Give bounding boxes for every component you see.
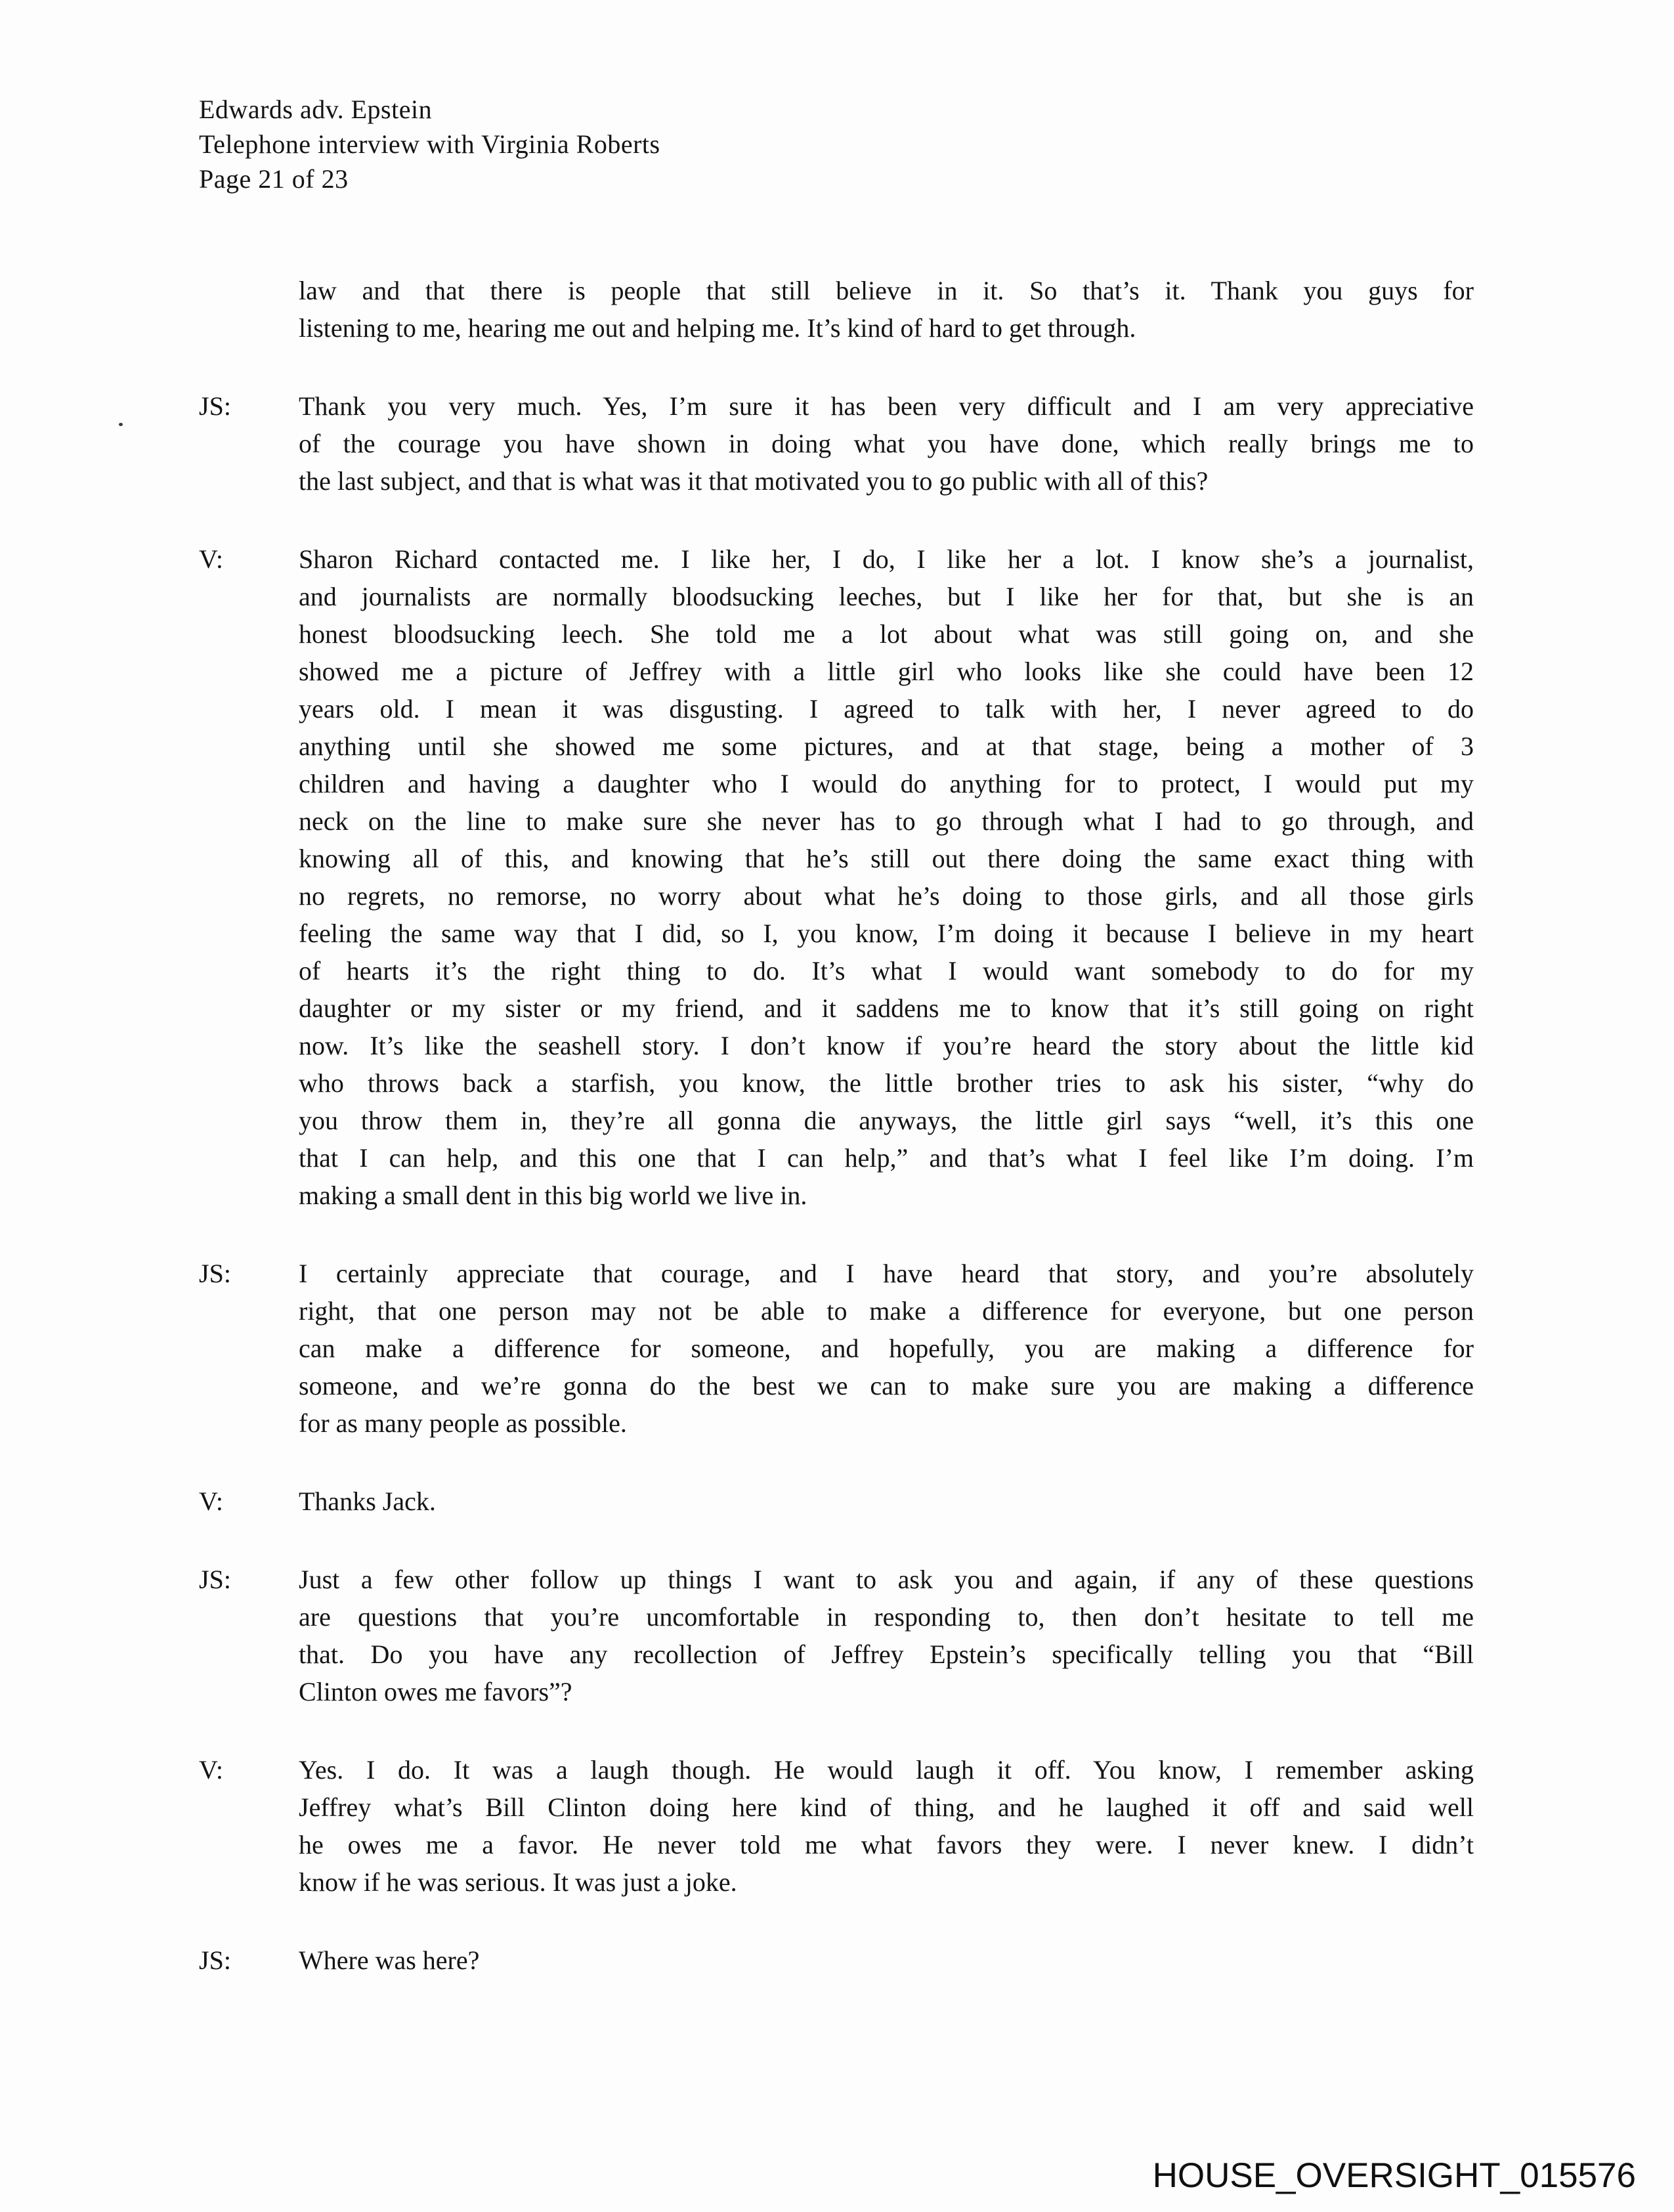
transcript-line: the last subject, and that is what was it that motivated you to go public with all of this? (299, 466, 1209, 496)
transcript-paragraph (199, 540, 1476, 1214)
transcript-line: are questions that you’re uncomfortable in responding to, then don’t hesitate to tell me (299, 1602, 1474, 1632)
transcript-line: of the courage you have shown in doing what you have done, which really brings me to (299, 429, 1474, 458)
transcript-paragraph (199, 1941, 1476, 1979)
transcript-line: Yes. I do. It was a laugh though. He would laugh it off. You know, I remember asking (299, 1755, 1474, 1785)
transcript-line: and journalists are normally bloodsucking leeches, but I like her for that, but she is an (299, 582, 1474, 611)
transcript-line: for as many people as possible. (299, 1408, 627, 1438)
transcript-line: he owes me a favor. He never told me what favors they were. I never knew. I didn’t (299, 1830, 1474, 1859)
document-header (199, 92, 660, 196)
transcript-line: Thanks Jack. (299, 1486, 436, 1516)
transcript-line: law and that there is people that still believe in it. So that’s it. Thank you guys for (299, 276, 1474, 305)
transcript-line: I certainly appreciate that courage, and I have heard that story, and you’re absolutely (299, 1259, 1474, 1288)
document-title: Telephone interview with Virginia Roberts (199, 129, 660, 159)
transcript-line: showed me a picture of Jeffrey with a little girl who looks like she could have been 12 (299, 657, 1474, 686)
transcript-line: Clinton owes me favors”? (299, 1677, 572, 1706)
transcript-line: listening to me, hearing me out and helping me. It’s kind of hard to get through. (299, 313, 1136, 343)
transcript-line: Sharon Richard contacted me. I like her, I do, I like her a lot. I know she’s a journalist, (299, 544, 1474, 574)
transcript-line: Just a few other follow up things I want to ask you and again, if any of these questions (299, 1565, 1474, 1594)
transcript-line: that I can help, and this one that I can help,” and that’s what I feel like I’m doing. I’m (299, 1143, 1474, 1173)
transcript-line: right, that one person may not be able to make a difference for everyone, but one person (299, 1296, 1474, 1326)
transcript-line: Jeffrey what’s Bill Clinton doing here kind of thing, and he laughed it off and said well (299, 1792, 1474, 1822)
transcript-paragraph (199, 1483, 1476, 1520)
transcript-line: can make a difference for someone, and hopefully, you are making a difference for (299, 1334, 1474, 1363)
paragraph-text (299, 272, 1474, 347)
transcript-line: neck on the line to make sure she never has to go through what I had to go through, and (299, 806, 1474, 836)
paragraph-text (299, 387, 1474, 500)
paragraph-text (299, 1255, 1474, 1442)
transcript-paragraph (199, 387, 1476, 500)
speaker-label: JS: (199, 1945, 231, 1975)
transcript-line: honest bloodsucking leech. She told me a lot about what was still going on, and she (299, 619, 1474, 649)
transcript-line: know if he was serious. It was just a joke. (299, 1867, 737, 1897)
speaker-label: JS: (199, 391, 231, 421)
transcript-line: that. Do you have any recollection of Jeffrey Epstein’s specifically telling you that “Bill (299, 1639, 1474, 1669)
transcript (199, 272, 1476, 2020)
paragraph-text (299, 1941, 1474, 1979)
transcript-line: someone, and we’re gonna do the best we can to make sure you are making a difference (299, 1371, 1474, 1400)
page-number: Page 21 of 23 (199, 164, 349, 194)
speaker-label: JS: (199, 1565, 231, 1594)
transcript-paragraph (199, 1255, 1476, 1442)
speaker-label (199, 272, 299, 347)
transcript-line: children and having a daughter who I would do anything for to protect, I would put my (299, 769, 1474, 798)
paragraph-text (299, 1561, 1474, 1710)
transcript-line: Thank you very much. Yes, I’m sure it has been very difficult and I am very appreciative (299, 391, 1474, 421)
speaker-label: JS: (199, 1259, 231, 1288)
speaker-label: V: (199, 1755, 224, 1785)
speaker-label: V: (199, 544, 224, 574)
transcript-line: Where was here? (299, 1945, 480, 1975)
transcript-line: knowing all of this, and knowing that he’s still out there doing the same exact thing with (299, 844, 1474, 873)
transcript-paragraph (199, 272, 1476, 347)
transcript-line: anything until she showed me some pictures, and at that stage, being a mother of 3 (299, 731, 1474, 761)
transcript-line: daughter or my sister or my friend, and it saddens me to know that it’s still going on right (299, 993, 1474, 1023)
speaker-label: V: (199, 1486, 224, 1516)
bates-stamp: HOUSE_OVERSIGHT_015576 (1152, 2156, 1636, 2195)
transcript-line: no regrets, no remorse, no worry about what he’s doing to those girls, and all those girls (299, 881, 1474, 911)
transcript-line: now. It’s like the seashell story. I don’t know if you’re heard the story about the little kid (299, 1031, 1474, 1060)
scan-artifact-dot (119, 423, 123, 426)
paragraph-text (299, 1483, 1474, 1520)
transcript-paragraph (199, 1561, 1476, 1710)
transcript-line: feeling the same way that I did, so I, you know, I’m doing it because I believe in my heart (299, 919, 1474, 948)
transcript-line: you throw them in, they’re all gonna die anyways, the little girl says “well, it’s this one (299, 1106, 1474, 1135)
transcript-line: years old. I mean it was disgusting. I agreed to talk with her, I never agreed to do (299, 694, 1474, 724)
transcript-line: of hearts it’s the right thing to do. It’s what I would want somebody to do for my (299, 956, 1474, 986)
paragraph-text (299, 1751, 1474, 1901)
transcript-line: who throws back a starfish, you know, the little brother tries to ask his sister, “why do (299, 1068, 1474, 1098)
case-title: Edwards adv. Epstein (199, 95, 433, 124)
transcript-line: making a small dent in this big world we live in. (299, 1181, 807, 1210)
transcript-paragraph (199, 1751, 1476, 1901)
paragraph-text (299, 540, 1474, 1214)
